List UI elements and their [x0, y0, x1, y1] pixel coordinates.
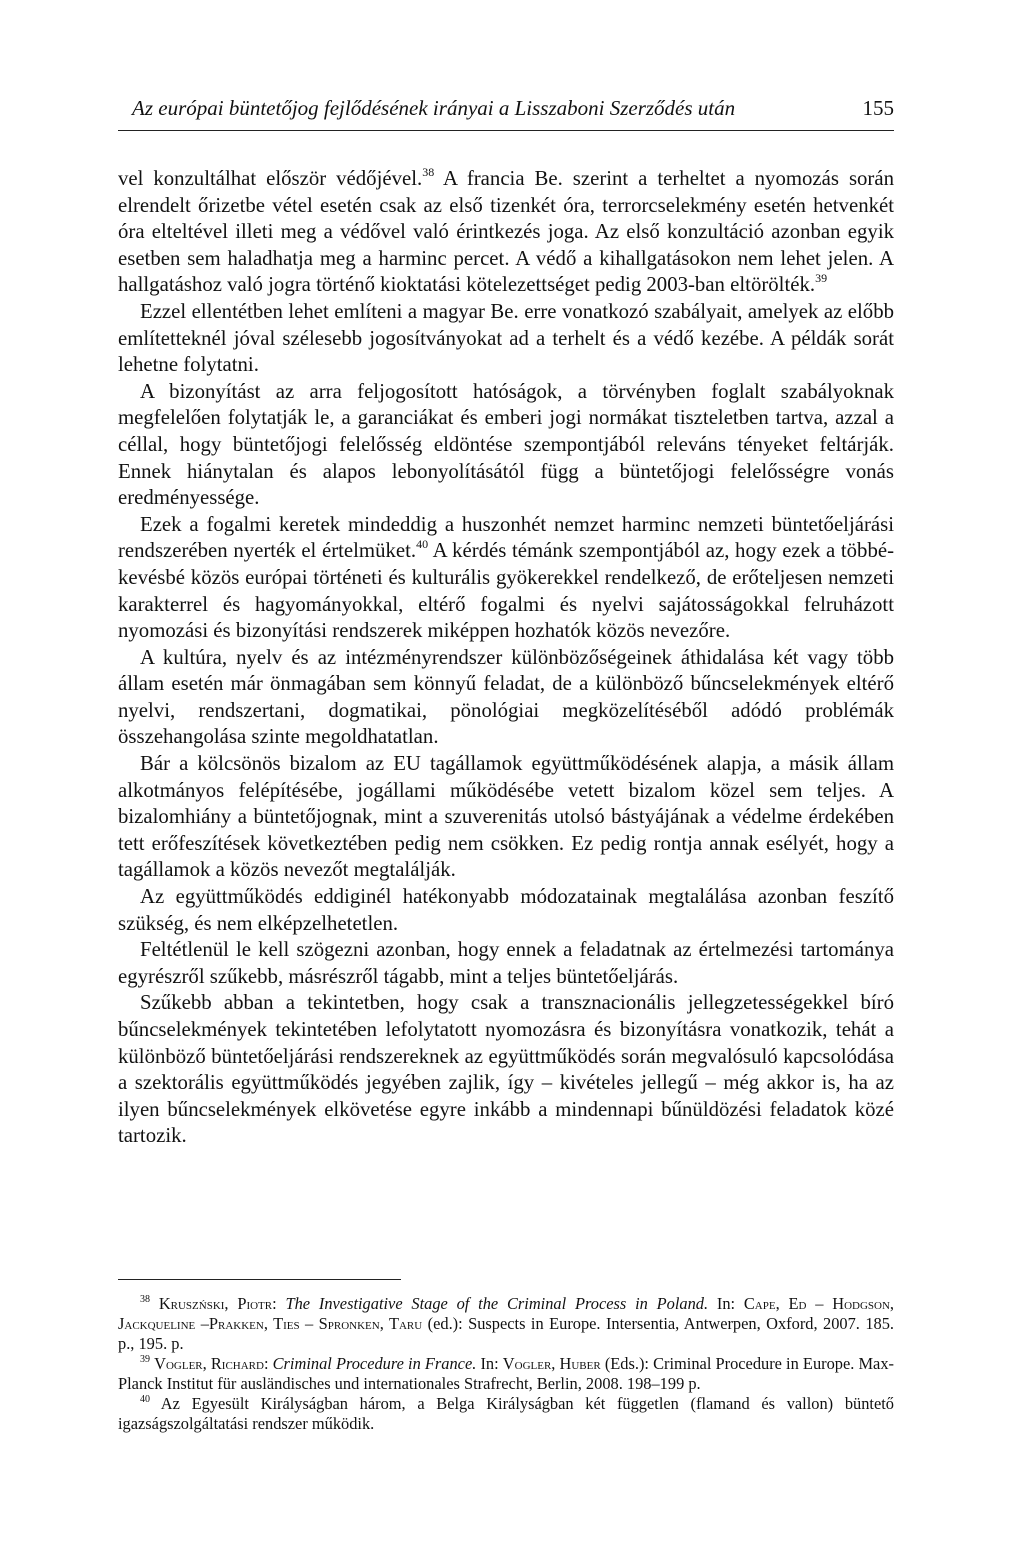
footnotes [118, 1294, 894, 1434]
footnote-in: In: [476, 1354, 503, 1373]
paragraph-3: A bizonyítást az arra feljogosított hatóságok, a törvényben foglalt szabályoknak megfelelően folytatják le, a garanciákat és emberi jogi normákat tiszteletben tartva, azzal a céllal, hogy büntetőjogi felelősség eldöntése szempontjából releváns tényeket feltárják. Ennek hiánytalan és alapos lebonyolításától függ a büntetőjogi felelősségre vonás eredményessége. [118, 379, 894, 510]
footnote-title: The Investigative Stage of the Criminal Process in Poland. [285, 1294, 709, 1313]
paragraph-1-text-b: A francia Be. szerint a terheltet a nyomozás során elrendelt őrizetbe vétel esetén csak az első tizenkét óra, terrorcselekmény esetén hetvenkét óra elteltével illeti meg a védővel való érintkezés joga. Az első konzultáció azonban egyik esetben sem haladhatja meg a harminc percet. A védő a kihallgatásokon nem lehet jelen. A hallgatáshoz való jogra történő kioktatási kötelezettséget pedig 2003-ban eltörölték. [118, 167, 894, 297]
footnote-editors: Vogler, Huber [502, 1354, 601, 1373]
footnote-author: Vogler, Richard: [154, 1354, 269, 1373]
footnote-ref-39: 39 [815, 271, 828, 286]
paragraph-8: Feltétlenül le kell szögezni azonban, hogy ennek a feladatnak az értelmezési tartománya egyrészről szűkebb, másrészről tágabb, mint a teljes büntetőeljárás. [118, 938, 894, 988]
footnote-38 [118, 1294, 894, 1354]
footnote-rest: (ed.): Suspects in Europe. Intersentia, Antwerpen, Oxford, 2007. 185. p., 195. p. [118, 1314, 895, 1353]
header-rule [118, 130, 894, 131]
paragraph-1-text-a: vel konzultálhat először védőjével. [118, 167, 423, 190]
footnote-text: Az Egyesült Királyságban három, a Belga Királyságban két független (flamand és vallon) büntető igazságszolgáltatási rendszer működik. [118, 1394, 894, 1433]
paragraph-6: Bár a kölcsönös bizalom az EU tagállamok együttműködésének alapja, a másik állam alkotmányos felépítésébe, jogállami működésébe vetett bizalom közel sem teljes. A bizalomhiány a büntetőjognak, mint a szuverenitás utolsó bástyájának a védelme érdekében tett erőfeszítések következtében pedig nem csökken. Ez pedig rontja annak esélyét, hogy a tagállamok a közös nevezőt megtalálják. [118, 752, 894, 882]
paragraph-7: Az együttműködés eddiginél hatékonyabb módozatainak megtalálása azonban feszítő szükség, és nem elképzelhetetlen. [118, 885, 894, 935]
paragraph-4 [118, 512, 894, 645]
footnote-in: In: [708, 1294, 744, 1313]
footnote-number: 38 [140, 1294, 150, 1305]
paragraph-1 [118, 166, 894, 299]
footnote-rule [118, 1279, 401, 1280]
footnote-ref-38: 38 [422, 165, 435, 179]
paragraph-4-text-a: Ezek a fogalmi keretek mindeddig a huszonhét nemzet harminc nemzeti büntetőeljárási rendszerében nyerték el értelmüket. [118, 512, 894, 563]
footnote-author: Kruszński, Piotr: [158, 1294, 277, 1313]
footnote-editors: Cape, Ed – Hodgson, Jackqueline –Prakken, Ties – Spronken, Taru [118, 1294, 895, 1333]
footnote-number: 40 [140, 1394, 150, 1405]
page-number: 155 [862, 96, 894, 120]
running-head [118, 94, 894, 124]
footnote-39 [118, 1354, 894, 1394]
footnote-rest: (Eds.): Criminal Procedure in Europe. Max-Planck Institut für ausländisches und internationales Strafrecht, Berlin, 2008. 198–199 p. [118, 1354, 894, 1393]
footnote-ref-40: 40 [416, 537, 429, 552]
running-title: Az európai büntetőjog fejlődésének irányai a Lisszaboni Szerződés után [132, 96, 736, 120]
paragraph-2: Ezzel ellentétben lehet említeni a magyar Be. erre vonatkozó szabályait, amelyek az előbb említetteknél jóval szélesebb jogosítványokat ad a terhelt és a védő kezébe. A példák sorát lehetne folytatni. [118, 299, 894, 377]
footnote-number: 39 [140, 1354, 150, 1365]
paragraph-9: Szűkebb abban a tekintetben, hogy csak a transznacionális jellegzetességekkel bíró bűncselekmények tekintetében lefolytatott nyomozásra és bizonyításra vonatkozik, tehát a különböző büntetőeljárási rendszereknek az együttműködés során megvalósuló kapcsolódása a szektorális együttműködés jegyében zajlik, így – kivételes jellegű – még akkor is, ha az ilyen bűncselekmények elkövetése egyre inkább a mindennapi bűnüldözési feladatok közé tartozik. [118, 991, 894, 1148]
body-text [118, 166, 894, 1150]
paragraph-4-text-b: A kérdés témánk szempontjából az, hogy ezek a többé-kevésbé közös európai történeti és kulturális gyökerekkel rendelkező, de erőteljesen nemzeti karakterrel és hagyományokkal, eltérő fogalmi és nyelvi sajátosságokkal felruházott nyomozási és bizonyítási rendszerek miképpen hozhatók közös nevezőre. [118, 539, 894, 643]
paragraph-5: A kultúra, nyelv és az intézményrendszer különbözőségeinek áthidalása két vagy több állam esetén már önmagában sem könnyű feladat, de a különböző bűncselekmények eltérő nyelvi, rendszertani, dogmatikai, pönológiai megközelítéséből adódó problémák összehangolása szinte megoldhatatlan. [118, 645, 894, 749]
footnote-title: Criminal Procedure in France. [272, 1354, 477, 1373]
footnote-40 [118, 1394, 894, 1434]
